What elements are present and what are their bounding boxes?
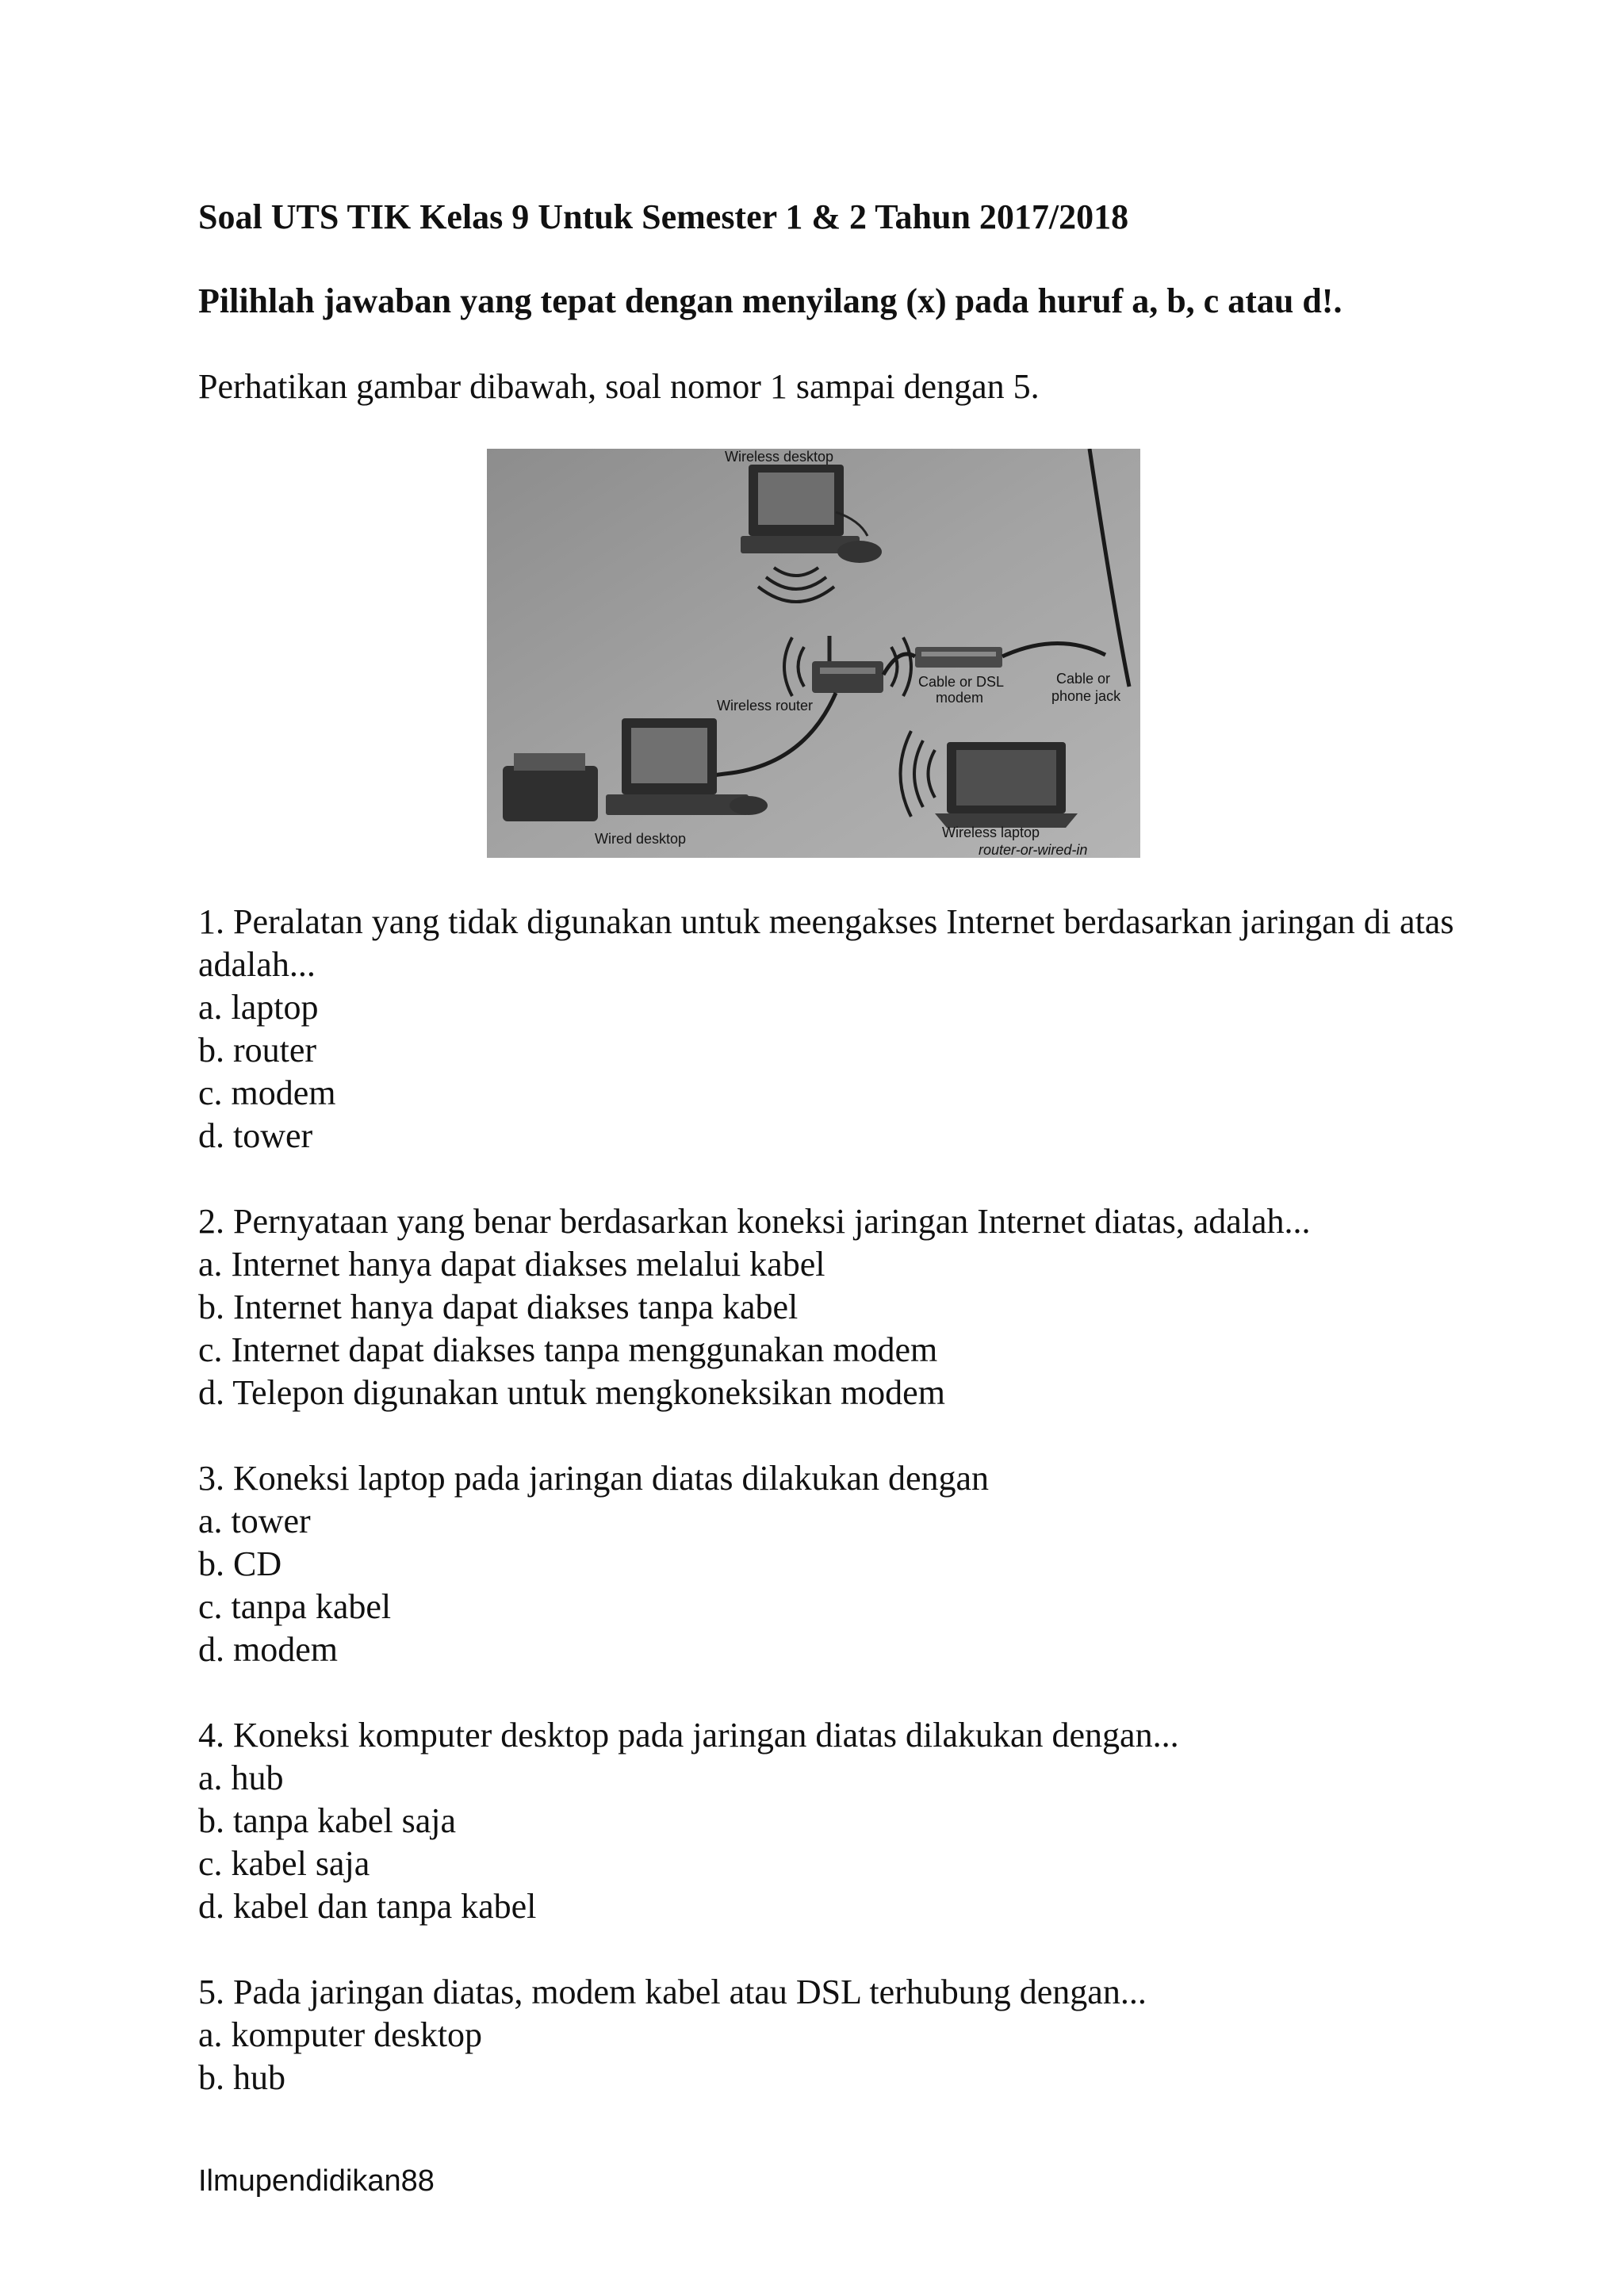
option-a: a. hub [198, 1758, 284, 1797]
option-a: a. Internet hanya dapat diakses melalui kabel [198, 1245, 825, 1284]
question-text: 3. Koneksi laptop pada jaringan diatas dilakukan dengan [198, 1459, 990, 1498]
wireless-laptop-icon [935, 742, 1078, 828]
network-diagram-photo [487, 449, 1140, 858]
option-c: c. tanpa kabel [198, 1587, 392, 1626]
question-list [198, 901, 1467, 2142]
option-b: b. tanpa kabel saja [198, 1801, 456, 1840]
option-d: d. tower [198, 1116, 313, 1155]
label-wireless-laptop: Wireless laptop [942, 825, 1040, 840]
option-a: a. tower [198, 1502, 311, 1540]
label-cable-modem-2: modem [936, 690, 984, 706]
instruction-text: Pilihlah jawaban yang tepat dengan menyilang (x) pada huruf a, b, c atau d!. [198, 281, 1342, 320]
question-4 [198, 1714, 1467, 1928]
label-phone-jack-1: Cable or [1056, 671, 1111, 687]
question-5 [198, 1971, 1467, 2099]
question-text: 5. Pada jaringan diatas, modem kabel atau DSL terhubung dengan... [198, 1973, 1147, 2011]
option-c: c. modem [198, 1073, 336, 1112]
question-3 [198, 1457, 1467, 1671]
option-a: a. komputer desktop [198, 2015, 483, 2054]
question-1 [198, 901, 1467, 1158]
question-text: 2. Pernyataan yang benar berdasarkan koneksi jaringan Internet diatas, adalah... [198, 1202, 1311, 1241]
option-c: c. Internet dapat diakses tanpa menggunakan modem [198, 1330, 938, 1369]
option-d: d. modem [198, 1630, 338, 1669]
figure-note: Perhatikan gambar dibawah, soal nomor 1 sampai dengan 5. [198, 367, 1040, 406]
label-url-fragment: router-or-wired-in [979, 842, 1088, 858]
question-text: 1. Peralatan yang tidak digunakan untuk meengakses Internet berdasarkan jaringan di atas adalah... [198, 902, 1454, 984]
option-b: b. Internet hanya dapat diakses tanpa kabel [198, 1288, 799, 1326]
label-wireless-desktop: Wireless desktop [725, 449, 834, 465]
option-b: b. hub [198, 2058, 285, 2097]
page-title: Soal UTS TIK Kelas 9 Untuk Semester 1 & 2 Tahun 2017/2018 [198, 197, 1129, 236]
printer-icon [503, 753, 598, 821]
option-d: d. Telepon digunakan untuk mengkoneksikan modem [198, 1373, 945, 1412]
label-wired-desktop: Wired desktop [595, 831, 687, 847]
question-2 [198, 1200, 1467, 1414]
option-c: c. kabel saja [198, 1844, 370, 1883]
option-b: b. CD [198, 1544, 282, 1583]
option-a: a. laptop [198, 988, 319, 1027]
label-cable-modem-1: Cable or DSL [918, 674, 1005, 690]
option-b: b. router [198, 1031, 317, 1070]
question-text: 4. Koneksi komputer desktop pada jaringan diatas dilakukan dengan... [198, 1716, 1179, 1755]
cable-modem-icon [915, 647, 1002, 668]
label-phone-jack-2: phone jack [1051, 688, 1121, 704]
option-d: d. kabel dan tanpa kabel [198, 1887, 537, 1926]
footer-watermark: Ilmupendidikan88 [198, 2164, 435, 2198]
label-wireless-router: Wireless router [717, 698, 814, 714]
